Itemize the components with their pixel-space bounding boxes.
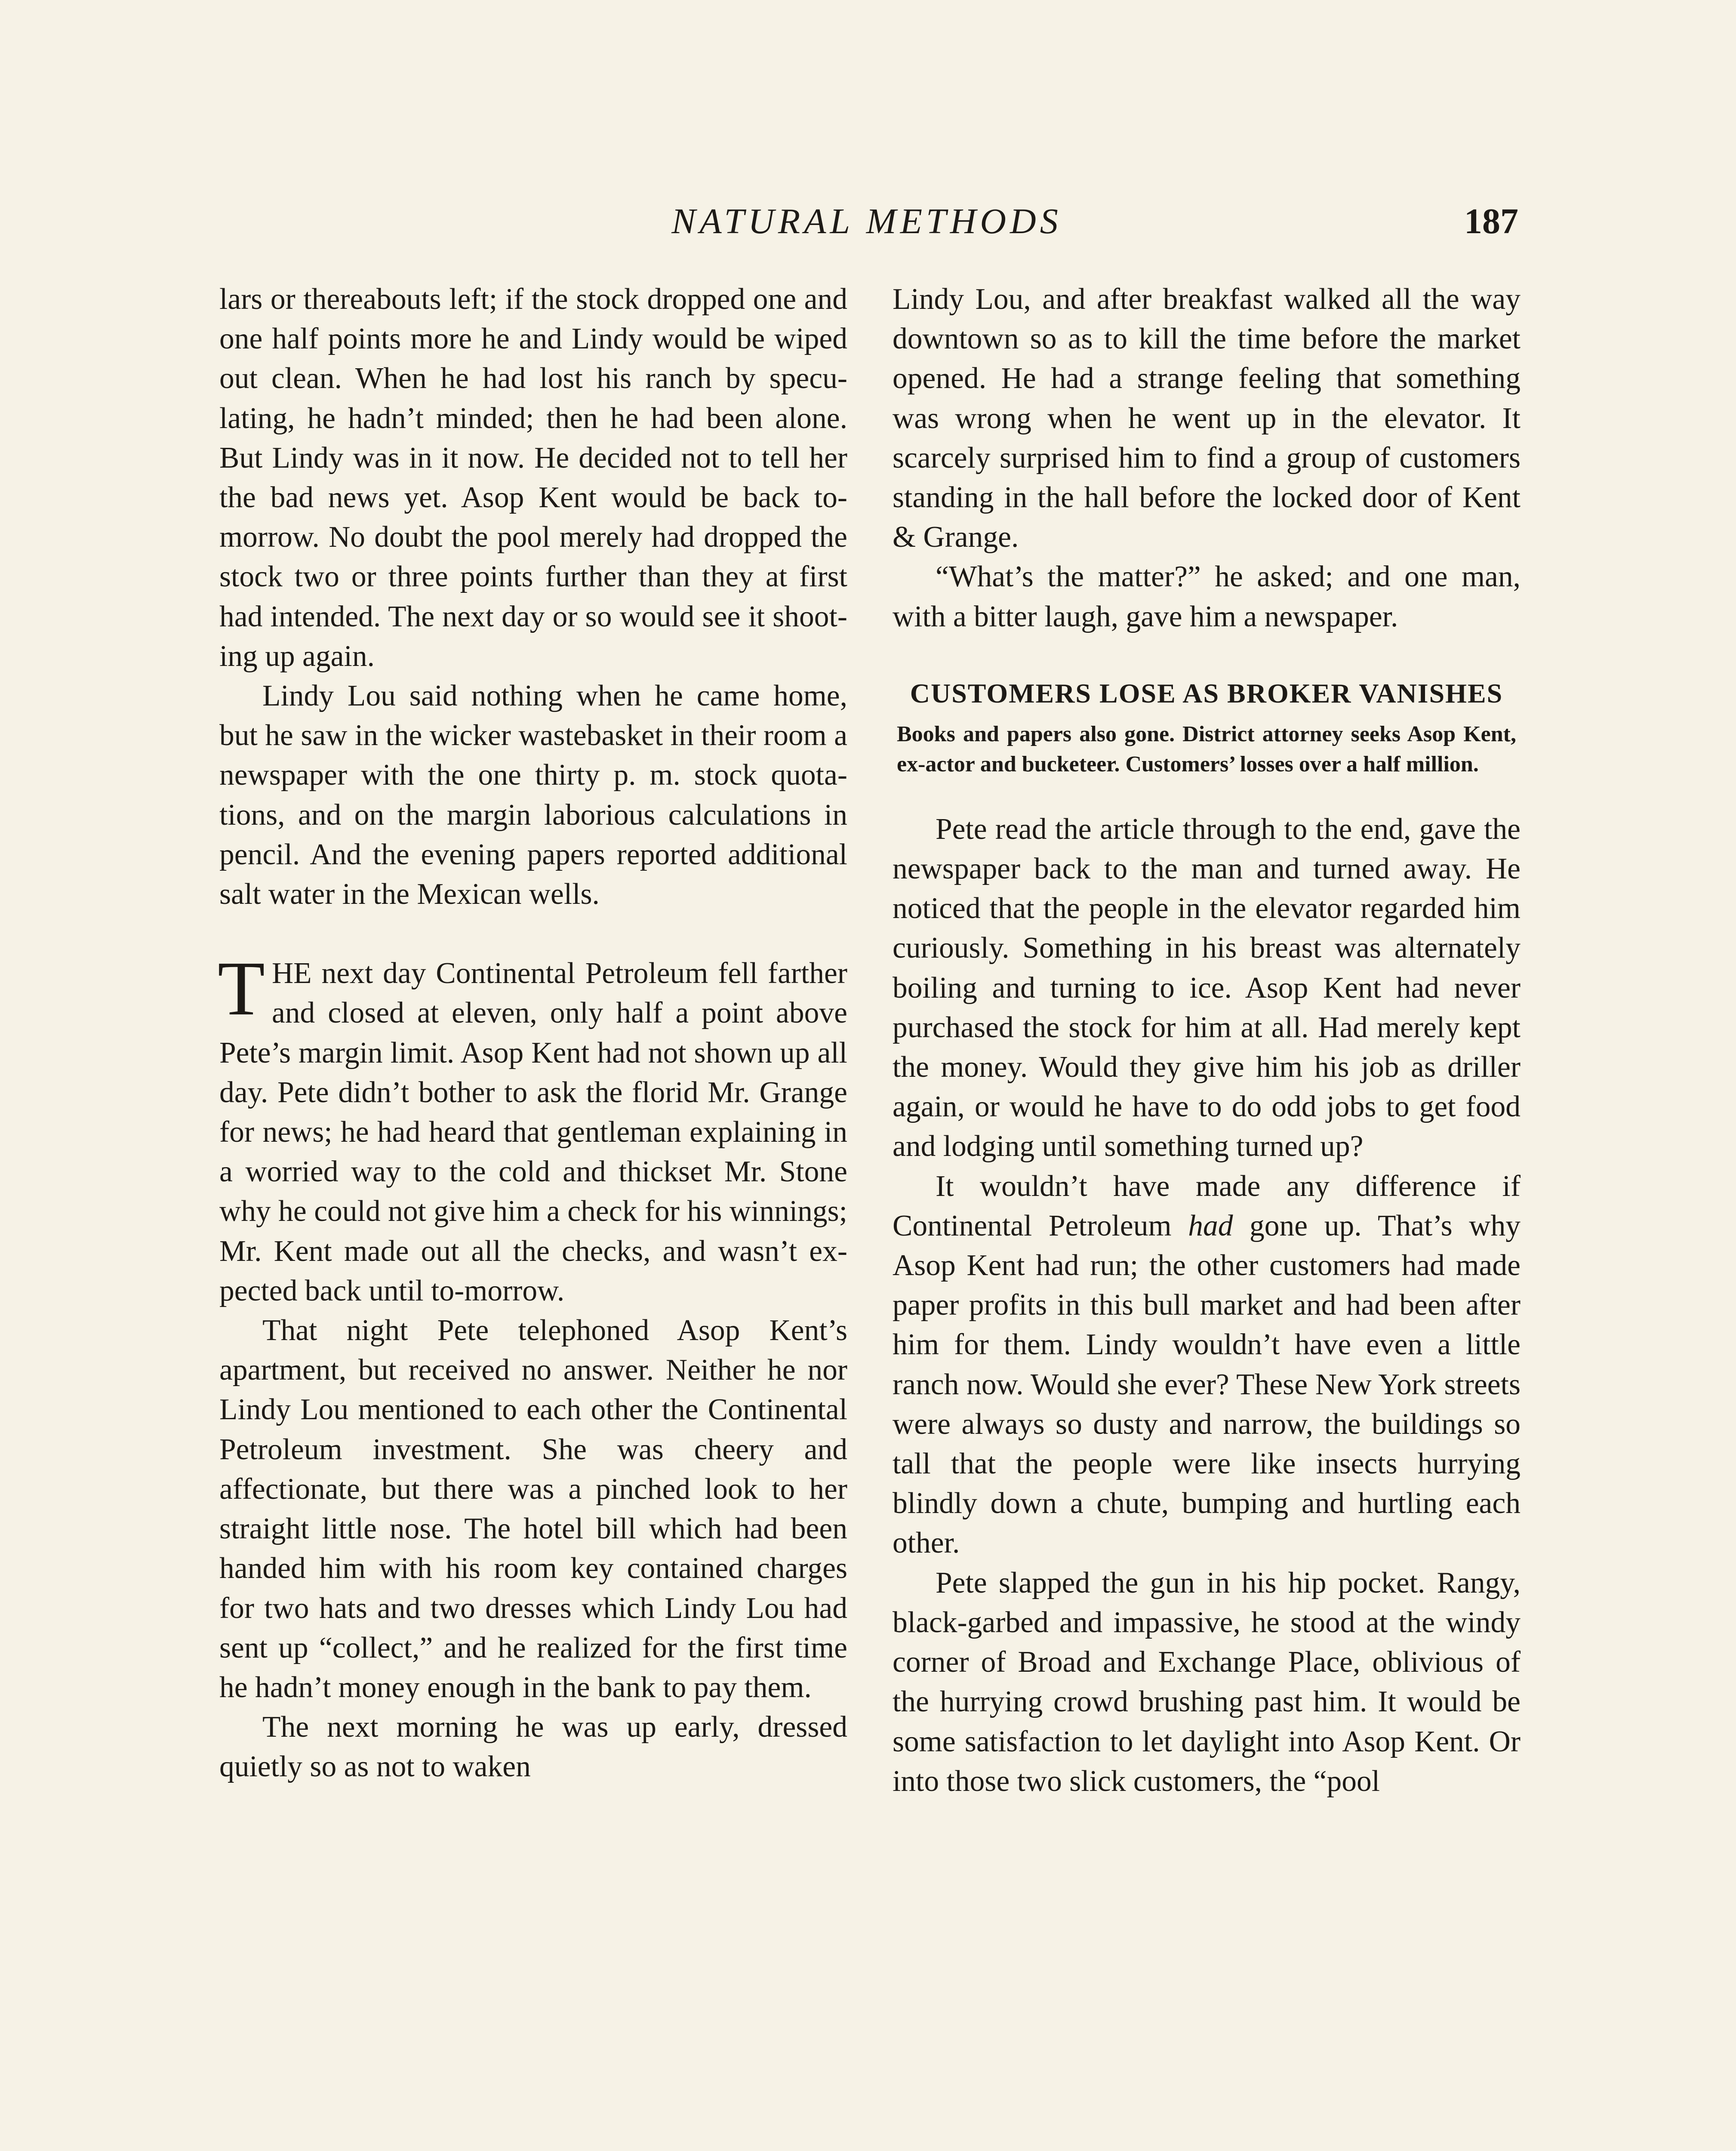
section-start-paragraph: [218, 946, 847, 1311]
paragraph: Lindy Lou, and after breakfast walked all the way downtown so as to kill the time before the market opened. He had a strange feeling that something was wrong when he went up in the elevator. It scarcely surprised him to find a group of customers standing in the hall before the locked door of Kent & Grange.: [893, 283, 1521, 554]
paragraph: That night Pete telephoned Asop Kent’s apartment, but received no answer. Neither he nor Lindy Lou mentioned to each other the Continental Petroleum investment. She was cheery and affectionate, but there was a pinched look to her straight little nose. The hotel bill which had been handed him with his room key contained charges for two hats and two dresses which Lindy Lou had sent up “collect,” and he realized for the first time he hadn’t money enough in the bank to pay them.: [219, 1314, 847, 1704]
paragraph: “What’s the matter?” he asked; and one man, with a bitter laugh, gave him a newspaper.: [893, 560, 1521, 633]
drop-cap: T: [218, 946, 265, 1032]
running-head: NATURAL METHODS: [671, 201, 1062, 241]
paragraph: Pete read the article through to the end, gave the newspaper back to the man and turned away. He noticed that the people in the elevator regarded him curiously. Something in his breast was alternately boiling and turning to ice. Asop Kent had never purchased the stock for him at all. Had merely kept the money. Would they give him his job as driller again, or would he have to do odd jobs to get food and lodging until something turned up?: [893, 812, 1521, 1163]
page-number: 187: [1464, 201, 1518, 241]
paragraph-text: next day Continental Petroleum fell farther and closed at eleven, only half a point above Pete’s margin limit. Asop Kent had not shown up all day. Pete didn’t bother to ask the florid Mr. Grange for news; he had heard that gentleman explaining in a worried way to the cold and thickset Mr. Stone why he could not give him a check for his winnings; Mr. Kent made out all the checks, and wasn’t expected back until to-morrow.: [219, 957, 847, 1307]
paragraph: [893, 1167, 1521, 1563]
paragraph: Pete slapped the gun in his hip pocket. Rangy, black-garbed and impassive, he stood at the windy corner of Broad and Exchange Place, oblivious of the hurrying crowd brushing past him. It would be some satisfaction to let daylight into Asop Kent. Or into those two slick customers, the “pool: [893, 1566, 1521, 1798]
italic-emphasis: had: [1188, 1209, 1233, 1242]
right-column: [893, 280, 1521, 1801]
paragraph-text: It wouldn’t have made any difference if Continental Petroleum: [893, 1169, 1521, 1242]
page-header: [215, 196, 1518, 247]
paragraph: lars or thereabouts left; if the stock dropped one and one half points more he and Lindy would be wiped out clean. When he had lost his ranch by speculating, he hadn’t minded; then he had been alone. But Lindy was in it now. He decided not to tell her the bad news yet. Asop Kent would be back tomorrow. No doubt the pool merely had dropped the stock two or three points further than they at first had intended. The next day or so would see it shooting up again.: [219, 283, 847, 673]
paragraph: Lindy Lou said nothing when he came home, but he saw in the wicker wastebasket in their room a newspaper with the one thirty p. m. stock quotations, and on the margin laborious calculations in pencil. And the evening papers reported additional salt water in the Mexican wells.: [219, 679, 847, 911]
small-caps-lead: HE: [271, 957, 312, 990]
paragraph: The next morning he was up early, dressed quietly so as not to waken: [219, 1710, 847, 1784]
paragraph-text: gone up. That’s why Asop Kent had run; the other customers had made paper profits in this bull market and had been after him for them. Lindy wouldn’t have even a little ranch now. Would she ever? These New York streets were always so dusty and narrow, the buildings so tall that the people were like insects hurrying blindly down a chute, bumping and hurtling each other.: [893, 1209, 1521, 1560]
left-column: [219, 280, 847, 1787]
newspaper-headline: CUSTOMERS LOSE AS BROKER VANISHES: [910, 678, 1503, 709]
newspaper-deck: Books and papers also gone. District attorney seeks Asop Kent, ex-actor and bucketeer. Customers’ losses over a half million.: [897, 721, 1516, 777]
